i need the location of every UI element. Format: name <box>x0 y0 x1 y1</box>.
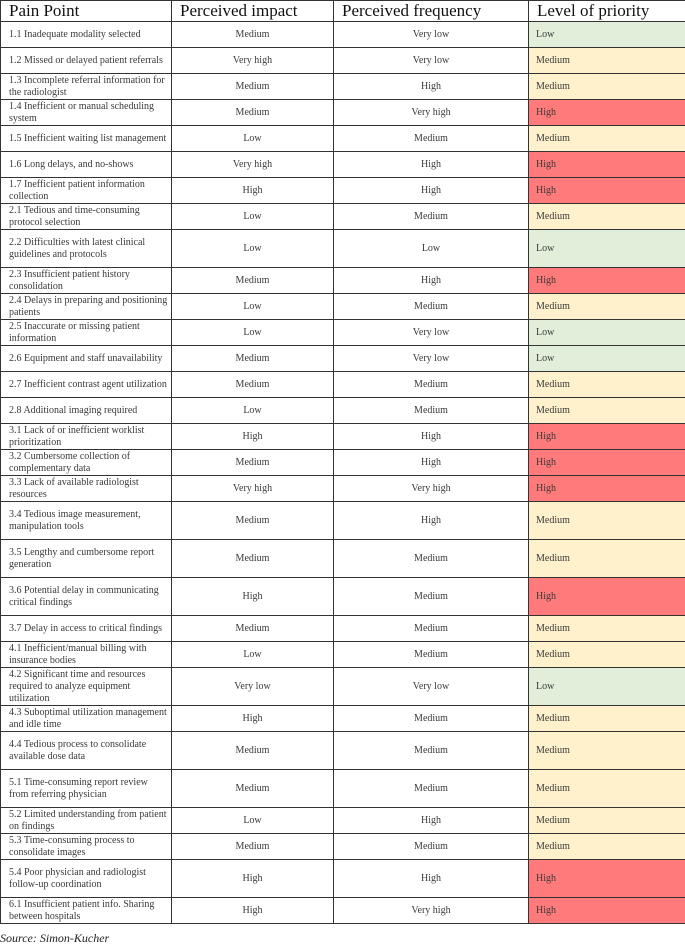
perceived-frequency-cell: High <box>334 450 529 476</box>
perceived-frequency-cell: High <box>334 178 529 204</box>
header-perceived-impact: Perceived impact <box>172 1 334 22</box>
pain-point-cell: 2.7 Inefficient contrast agent utilization <box>1 372 172 398</box>
priority-cell: Medium <box>529 706 685 732</box>
pain-point-cell: 5.4 Poor physician and radiologist follow-up coordination <box>1 860 172 898</box>
priority-cell: Medium <box>529 126 685 152</box>
perceived-impact-cell: Medium <box>172 268 334 294</box>
table-row <box>1 808 685 834</box>
table-row <box>1 74 685 100</box>
perceived-frequency-cell: Medium <box>334 540 529 578</box>
table-row <box>1 668 685 706</box>
priority-cell: Medium <box>529 770 685 808</box>
table-row <box>1 898 685 924</box>
pain-point-cell: 3.5 Lengthy and cumbersome report generation <box>1 540 172 578</box>
perceived-impact-cell: Medium <box>172 502 334 540</box>
pain-point-cell: 2.5 Inaccurate or missing patient information <box>1 320 172 346</box>
perceived-frequency-cell: High <box>334 152 529 178</box>
priority-cell: Medium <box>529 834 685 860</box>
perceived-frequency-cell: High <box>334 808 529 834</box>
pain-point-cell: 3.3 Lack of available radiologist resources <box>1 476 172 502</box>
pain-point-cell: 2.4 Delays in preparing and positioning patients <box>1 294 172 320</box>
perceived-frequency-cell: Very low <box>334 320 529 346</box>
priority-cell: Medium <box>529 502 685 540</box>
table-row <box>1 268 685 294</box>
table-row <box>1 178 685 204</box>
pain-point-cell: 4.2 Significant time and resources required to analyze equipment utilization <box>1 668 172 706</box>
table-row <box>1 642 685 668</box>
table-row <box>1 48 685 74</box>
perceived-frequency-cell: Medium <box>334 732 529 770</box>
table-row <box>1 100 685 126</box>
pain-point-cell: 1.4 Inefficient or manual scheduling system <box>1 100 172 126</box>
table-row <box>1 320 685 346</box>
table-row <box>1 152 685 178</box>
table-row <box>1 22 685 48</box>
header-level-of-priority: Level of priority <box>529 1 685 22</box>
priority-cell: High <box>529 860 685 898</box>
perceived-frequency-cell: Medium <box>334 642 529 668</box>
perceived-frequency-cell: High <box>334 74 529 100</box>
perceived-frequency-cell: High <box>334 268 529 294</box>
perceived-frequency-cell: Medium <box>334 578 529 616</box>
perceived-frequency-cell: Medium <box>334 706 529 732</box>
perceived-impact-cell: Very low <box>172 668 334 706</box>
table-row <box>1 732 685 770</box>
table-row <box>1 126 685 152</box>
table-row <box>1 476 685 502</box>
table-row <box>1 450 685 476</box>
perceived-frequency-cell: High <box>334 424 529 450</box>
perceived-impact-cell: Medium <box>172 834 334 860</box>
perceived-frequency-cell: Medium <box>334 616 529 642</box>
perceived-impact-cell: Medium <box>172 22 334 48</box>
table-row <box>1 346 685 372</box>
perceived-impact-cell: Low <box>172 398 334 424</box>
perceived-impact-cell: Low <box>172 294 334 320</box>
perceived-impact-cell: Very high <box>172 48 334 74</box>
perceived-impact-cell: High <box>172 424 334 450</box>
table-row <box>1 860 685 898</box>
perceived-impact-cell: High <box>172 860 334 898</box>
table-row <box>1 424 685 450</box>
table-row <box>1 398 685 424</box>
pain-point-cell: 3.1 Lack of or inefficient worklist prioritization <box>1 424 172 450</box>
perceived-impact-cell: High <box>172 706 334 732</box>
pain-point-cell: 1.3 Incomplete referral information for the radiologist <box>1 74 172 100</box>
pain-point-cell: 3.6 Potential delay in communicating critical findings <box>1 578 172 616</box>
perceived-impact-cell: Low <box>172 230 334 268</box>
priority-cell: High <box>529 268 685 294</box>
pain-point-cell: 2.2 Difficulties with latest clinical guidelines and protocols <box>1 230 172 268</box>
pain-point-cell: 2.1 Tedious and time-consuming protocol selection <box>1 204 172 230</box>
pain-point-cell: 1.1 Inadequate modality selected <box>1 22 172 48</box>
perceived-frequency-cell: Medium <box>334 834 529 860</box>
priority-cell: High <box>529 100 685 126</box>
perceived-frequency-cell: Medium <box>334 126 529 152</box>
table-row <box>1 770 685 808</box>
perceived-impact-cell: High <box>172 578 334 616</box>
priority-cell: High <box>529 424 685 450</box>
table-row <box>1 502 685 540</box>
perceived-impact-cell: Very high <box>172 476 334 502</box>
pain-point-cell: 6.1 Insufficient patient info. Sharing between hospitals <box>1 898 172 924</box>
perceived-frequency-cell: High <box>334 860 529 898</box>
table-row <box>1 540 685 578</box>
perceived-impact-cell: High <box>172 898 334 924</box>
priority-cell: Medium <box>529 294 685 320</box>
source-caption: Source: Simon-Kucher <box>0 931 110 945</box>
perceived-impact-cell: Medium <box>172 100 334 126</box>
table-row <box>1 230 685 268</box>
perceived-frequency-cell: Very high <box>334 476 529 502</box>
priority-cell: High <box>529 476 685 502</box>
table-row <box>1 834 685 860</box>
perceived-impact-cell: Medium <box>172 450 334 476</box>
pain-point-cell: 5.3 Time-consuming process to consolidate images <box>1 834 172 860</box>
pain-point-cell: 4.3 Suboptimal utilization management and idle time <box>1 706 172 732</box>
perceived-frequency-cell: Medium <box>334 294 529 320</box>
pain-point-cell: 2.6 Equipment and staff unavailability <box>1 346 172 372</box>
priority-cell: Low <box>529 346 685 372</box>
priority-cell: Medium <box>529 540 685 578</box>
priority-cell: Medium <box>529 74 685 100</box>
perceived-impact-cell: Medium <box>172 74 334 100</box>
perceived-frequency-cell: Very high <box>334 898 529 924</box>
header-perceived-frequency: Perceived frequency <box>334 1 529 22</box>
perceived-impact-cell: Low <box>172 808 334 834</box>
priority-cell: Low <box>529 230 685 268</box>
perceived-impact-cell: Low <box>172 320 334 346</box>
priority-cell: Medium <box>529 398 685 424</box>
perceived-frequency-cell: Very low <box>334 346 529 372</box>
perceived-frequency-cell: High <box>334 502 529 540</box>
priority-cell: High <box>529 178 685 204</box>
perceived-frequency-cell: Medium <box>334 398 529 424</box>
header-pain-point: Pain Point <box>1 1 172 22</box>
pain-point-cell: 5.1 Time-consuming report review from referring physician <box>1 770 172 808</box>
priority-cell: Low <box>529 22 685 48</box>
perceived-frequency-cell: Very low <box>334 668 529 706</box>
priority-cell: Low <box>529 668 685 706</box>
priority-cell: Medium <box>529 642 685 668</box>
pain-point-cell: 2.8 Additional imaging required <box>1 398 172 424</box>
priority-cell: High <box>529 450 685 476</box>
perceived-impact-cell: High <box>172 178 334 204</box>
priority-cell: Medium <box>529 808 685 834</box>
pain-point-cell: 5.2 Limited understanding from patient on findings <box>1 808 172 834</box>
perceived-impact-cell: Medium <box>172 770 334 808</box>
pain-point-cell: 1.2 Missed or delayed patient referrals <box>1 48 172 74</box>
pain-point-cell: 1.6 Long delays, and no-shows <box>1 152 172 178</box>
perceived-impact-cell: Medium <box>172 540 334 578</box>
priority-cell: High <box>529 578 685 616</box>
pain-point-cell: 4.4 Tedious process to consolidate available dose data <box>1 732 172 770</box>
priority-cell: Medium <box>529 48 685 74</box>
pain-point-cell: 1.7 Inefficient patient information collection <box>1 178 172 204</box>
priority-cell: Medium <box>529 204 685 230</box>
table-row <box>1 372 685 398</box>
perceived-impact-cell: Medium <box>172 616 334 642</box>
pain-point-cell: 1.5 Inefficient waiting list management <box>1 126 172 152</box>
table-row <box>1 706 685 732</box>
perceived-impact-cell: Very high <box>172 152 334 178</box>
pain-point-cell: 4.1 Inefficient/manual billing with insurance bodies <box>1 642 172 668</box>
perceived-frequency-cell: Low <box>334 230 529 268</box>
table-row <box>1 204 685 230</box>
pain-point-cell: 3.4 Tedious image measurement, manipulation tools <box>1 502 172 540</box>
perceived-frequency-cell: Very high <box>334 100 529 126</box>
perceived-frequency-cell: Medium <box>334 770 529 808</box>
table-row <box>1 294 685 320</box>
table-body <box>1 22 685 924</box>
perceived-frequency-cell: Medium <box>334 204 529 230</box>
perceived-impact-cell: Medium <box>172 346 334 372</box>
table-row <box>1 616 685 642</box>
perceived-impact-cell: Medium <box>172 372 334 398</box>
table-row <box>1 578 685 616</box>
perceived-frequency-cell: Very low <box>334 48 529 74</box>
perceived-impact-cell: Low <box>172 126 334 152</box>
table-header-row <box>1 1 685 22</box>
priority-cell: High <box>529 898 685 924</box>
priority-cell: Medium <box>529 616 685 642</box>
perceived-frequency-cell: Very low <box>334 22 529 48</box>
pain-point-cell: 3.7 Delay in access to critical findings <box>1 616 172 642</box>
priority-cell: Medium <box>529 732 685 770</box>
priority-cell: Medium <box>529 372 685 398</box>
pain-point-cell: 2.3 Insufficient patient history consolidation <box>1 268 172 294</box>
perceived-impact-cell: Low <box>172 642 334 668</box>
priority-cell: High <box>529 152 685 178</box>
priority-cell: Low <box>529 320 685 346</box>
perceived-frequency-cell: Medium <box>334 372 529 398</box>
pain-point-cell: 3.2 Cumbersome collection of complementary data <box>1 450 172 476</box>
perceived-impact-cell: Low <box>172 204 334 230</box>
perceived-impact-cell: Medium <box>172 732 334 770</box>
